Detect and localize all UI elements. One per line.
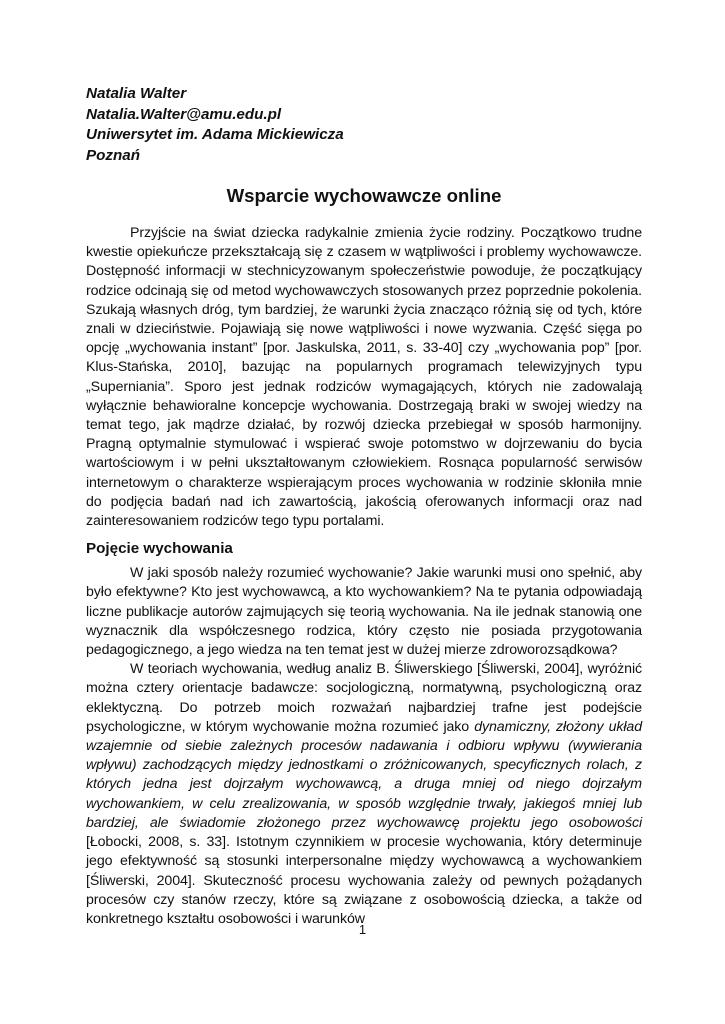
- paragraph-2-text-start: W teoriach wychowania, według analiz B. Śliwerskiego [Śliwerski, 2004], wyróżnić można cztery orientacje badawcze: socjologiczną, normatywną, psychologiczną oraz eklektyczną. Do potrzeb moich rozważań najbardziej trafne jest podejście psychologiczne, w którym wychowanie można rozumieć jako: [86, 661, 642, 735]
- intro-paragraph: Przyjście na świat dziecka radykalnie zmienia życie rodziny. Początkowo trudne kwestie opiekuńcze przekształcają się z czasem w wątpliwości i problemy wychowawcze. Dostępność informacji w stechnicyzowanym społeczeństwie powoduje, że początkujący rodzice odcinają się od metod wychowawczych stosowanych przez poprzednie pokolenia. Szukają własnych dróg, tym bardziej, że warunki życia znacząco różnią się od tych, które znali w dzieciństwie. Pojawiają się nowe wątpliwości i nowe wyzwania. Część sięga po opcję „wychowania instant” [por. Jaskulska, 2011, s. 33-40] czy „wychowania pop” [por. Klus-Stańska, 2010], bazując na popularnych programach telewizyjnych typu „Superniania”. Sporo jest jednak rodziców wymagających, których nie zadowalają wyłącznie behawioralne koncepcje wychowania. Dostrzegają braki w swojej wiedzy na temat tego, jak mądrze działać, by rozwój dziecka przebiegał w sposób harmonijny. Pragną optymalnie stymulować i wspierać swoje potomstwo w dojrzewaniu do bycia wartościowym i w pełni ukształtowanym człowiekiem. Rosnąca popularność serwisów internetowym o charakterze wspierającym proces wychowania w rodzinie skłoniła mnie do podjęcia badań nad ich zawartością, jakością oferowanych informacji oraz nad zainteresowaniem rodziców tego typu portalami.: [86, 225, 642, 530]
- author-email: Natalia.Walter@amu.edu.pl: [86, 105, 282, 123]
- page-number: 1: [358, 922, 367, 937]
- paragraph-2-italic-quote: dynamiczny, złożony układ wzajemnie od siebie zależnych procesów nadawania i odbioru wpływu (wywierania wpływu) zachodzących między jednostkami o zróżnicowanych, specyficznych rolach, z których jedna jest dojrzałym wychowawcą, a druga mniej od niego dojrzałym wychowankiem, w celu zrealizowania, w sposób względnie trwały, jakiegoś mniej lub bardziej, ale świadomie złożonego przez wychowawcę projektu jego osobowości: [86, 718, 642, 831]
- section-paragraph-2: [86, 660, 642, 929]
- document-page: [86, 84, 642, 929]
- paragraph-2-text-end: [Łobocki, 2008, s. 33]. Istotnym czynnikiem w procesie wychowania, który determinuje jego efektywność są stosunki interpersonalne między wychowawcą a wychowankiem [Śliwerski, 2004]. Skuteczność procesu wychowania zależy od pewnych pożądanych procesów czy stanów rzeczy, które są związane z osobowością dziecka, a także od konkretnego kształtu osobowości i warunków: [86, 834, 642, 927]
- section-paragraph-1: W jaki sposób należy rozumieć wychowanie? Jakie warunki musi ono spełnić, aby było efektywne? Kto jest wychowawcą, a kto wychowankiem? Na te pytania odpowiadają liczne publikacje autorów zajmujących się teorią wychowania. Na ile jednak stanowią one wyznacznik dla współczesnego rodzica, który często nie posiada przygotowania pedagogicznego, a jego wiedza na ten temat jest w dużej mierze zdroworozsądkowa?: [86, 565, 642, 659]
- document-title: Wsparcie wychowawcze online: [226, 185, 502, 206]
- author-institution: Uniwersytet im. Adama Mickiewicza: [86, 126, 344, 143]
- author-name: Natalia Walter: [86, 85, 187, 102]
- author-city: Poznań: [86, 146, 141, 164]
- section-heading: Pojęcie wychowania: [86, 540, 233, 558]
- author-block: [86, 84, 642, 166]
